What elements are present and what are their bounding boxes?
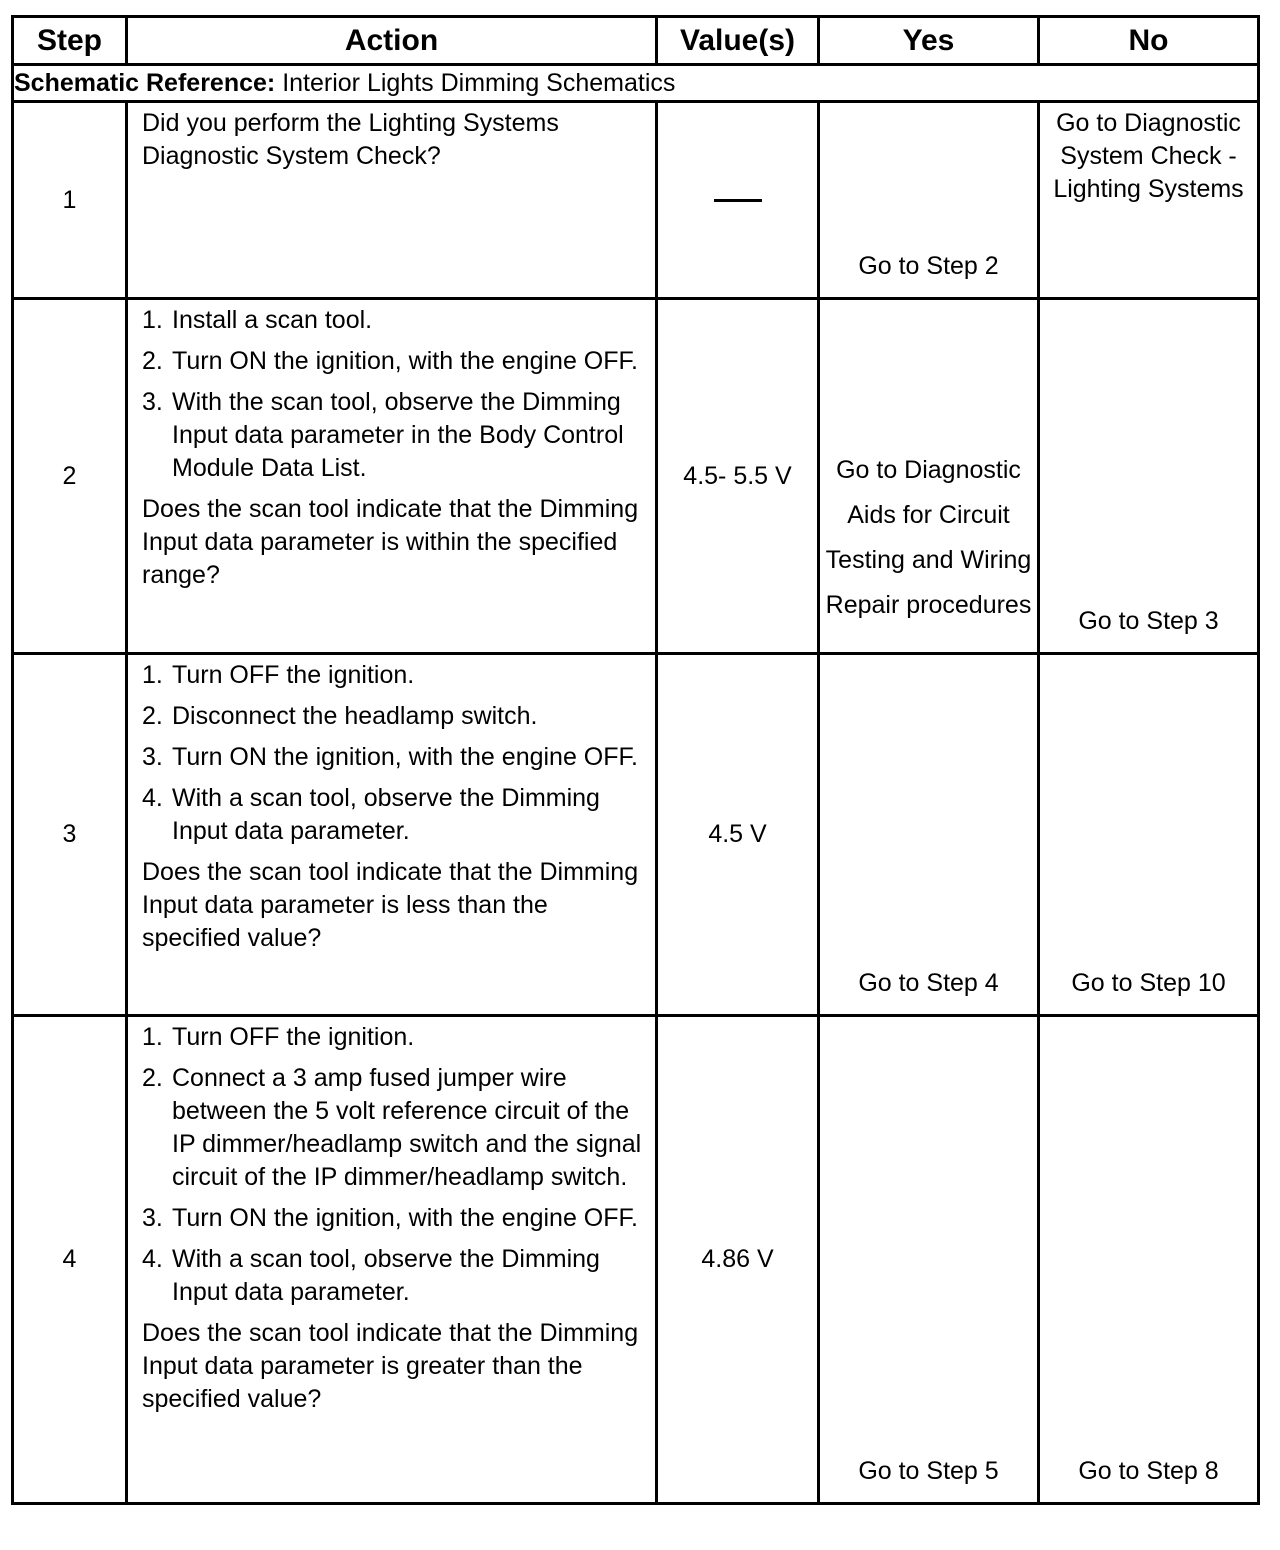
header-step: Step: [13, 17, 127, 65]
action-cell: [127, 654, 657, 1016]
action-step-item: 2. Turn ON the ignition, with the engine OFF.: [142, 347, 638, 375]
action-steps: [142, 659, 647, 848]
yes-cell[interactable]: Go to Step 4: [819, 654, 1039, 1016]
action-step-item: 1. Install a scan tool.: [142, 306, 373, 334]
no-value-dash: [714, 199, 762, 202]
action-question: Does the scan tool indicate that the Dimming Input data parameter is within the specified range?: [142, 495, 639, 589]
step-number: 4: [13, 1016, 127, 1504]
value-cell: 4.5 V: [657, 654, 819, 1016]
schematic-reference: [13, 65, 1259, 102]
action-step-item: 3. Turn ON the ignition, with the engine OFF.: [142, 1204, 638, 1232]
value-cell: [657, 102, 819, 299]
schematic-link[interactable]: Interior Lights Dimming Schematics: [282, 68, 676, 97]
header-action: Action: [127, 17, 657, 65]
action-step-item: 3. Turn ON the ignition, with the engine OFF.: [142, 743, 638, 771]
no-cell[interactable]: Go to Step 3: [1039, 299, 1259, 654]
table-row: [13, 654, 1259, 1016]
action-cell: [127, 1016, 657, 1504]
yes-cell[interactable]: Go to Step 5: [819, 1016, 1039, 1504]
header-values: Value(s): [657, 17, 819, 65]
action-step-item: 1. Turn OFF the ignition.: [142, 1023, 415, 1051]
action-question: Does the scan tool indicate that the Dimming Input data parameter is greater than the specified value?: [142, 1319, 639, 1413]
action-step-item: 1. Turn OFF the ignition.: [142, 661, 415, 689]
step-number: 3: [13, 654, 127, 1016]
value-cell: 4.86 V: [657, 1016, 819, 1504]
action-step-item: 4. With a scan tool, observe the Dimming Input data parameter.: [142, 784, 600, 845]
table-row: [13, 102, 1259, 299]
table-row: [13, 299, 1259, 654]
action-step-item: 2. Connect a 3 amp fused jumper wire between the 5 volt reference circuit of the IP dimmer/headlamp switch and the signal circuit of the IP dimmer/headlamp switch.: [142, 1064, 642, 1191]
action-step-item: 3. With the scan tool, observe the Dimming Input data parameter in the Body Control Module Data List.: [142, 388, 624, 482]
yes-cell[interactable]: Go to Diagnostic Aids for Circuit Testing and Wiring Repair procedures: [819, 299, 1039, 654]
action-cell: [127, 299, 657, 654]
no-cell[interactable]: Go to Step 10: [1039, 654, 1259, 1016]
action-cell: [127, 102, 657, 299]
action-steps: [142, 1021, 647, 1309]
value-cell: 4.5- 5.5 V: [657, 299, 819, 654]
schematic-row: [13, 65, 1259, 102]
action-question: Does the scan tool indicate that the Dimming Input data parameter is less than the specified value?: [142, 858, 639, 952]
step-number: 1: [13, 102, 127, 299]
action-steps: [142, 304, 647, 485]
yes-cell[interactable]: Go to Step 2: [819, 102, 1039, 299]
no-cell[interactable]: Go to Step 8: [1039, 1016, 1259, 1504]
step-number: 2: [13, 299, 127, 654]
diagnostic-table: [11, 15, 1260, 1505]
action-question: Did you perform the Lighting Systems Diagnostic System Check?: [142, 109, 559, 170]
schematic-label: Schematic Reference:: [14, 68, 276, 97]
header-row: [13, 17, 1259, 65]
header-no: No: [1039, 17, 1259, 65]
action-step-item: 4. With a scan tool, observe the Dimming Input data parameter.: [142, 1245, 600, 1306]
table-row: [13, 1016, 1259, 1504]
action-step-item: 2. Disconnect the headlamp switch.: [142, 702, 538, 730]
header-yes: Yes: [819, 17, 1039, 65]
no-cell[interactable]: Go to Diagnostic System Check - Lighting Systems: [1039, 102, 1259, 299]
